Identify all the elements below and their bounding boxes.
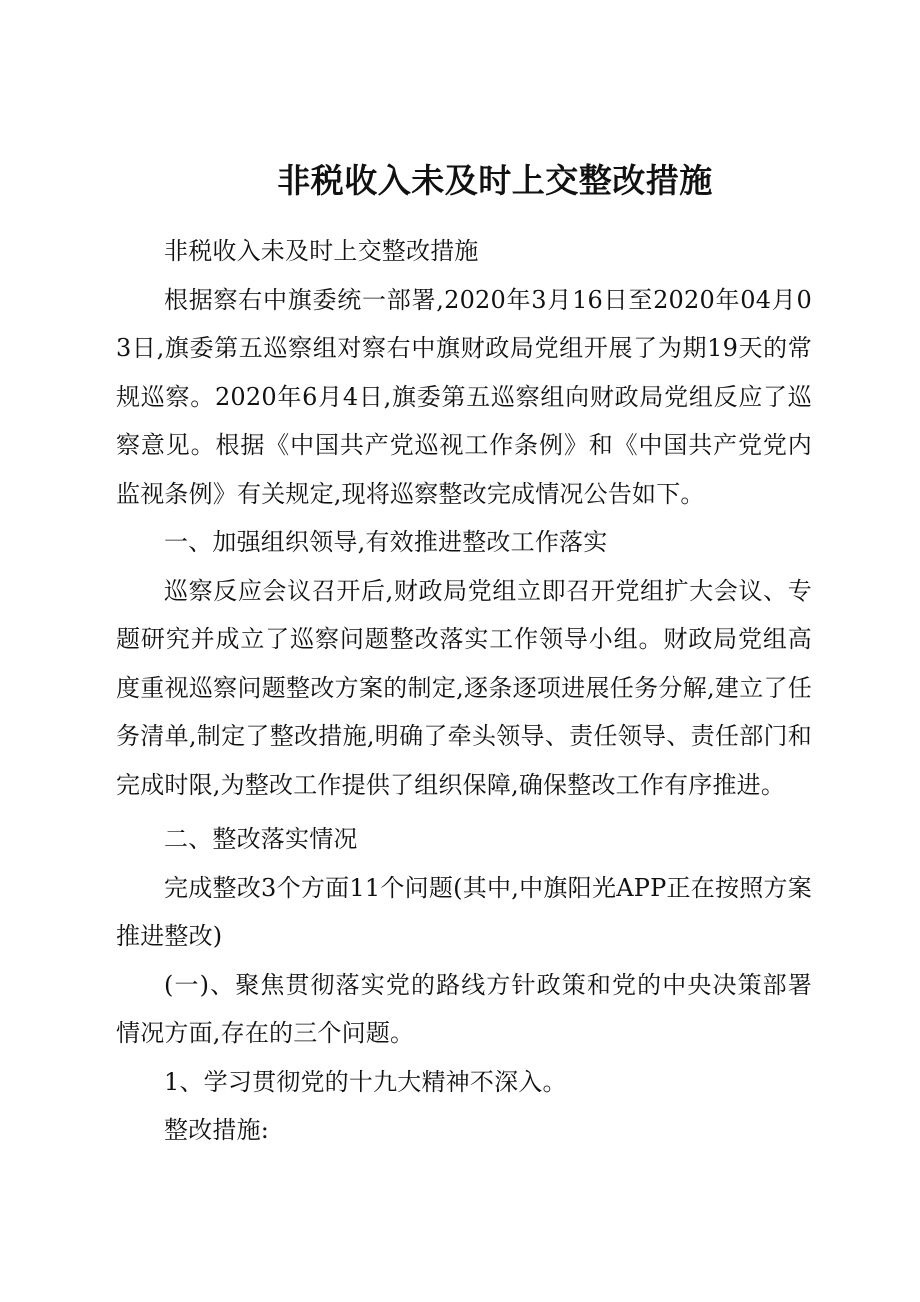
issue-item-1: 1、学习贯彻党的十九大精神不深入。 — [164, 1067, 567, 1096]
paragraph-section-2: 完成整改3个方面11个问题(其中,中旗阳光APP正在按照方案推进整改) — [116, 873, 812, 950]
paragraph-section-1: 巡察反应会议召开后,财政局党组立即召开党组扩大会议、专题研究并成立了巡察问题整改落实工作领导小组。财政局党组高度重视巡察问题整改方案的制定,逐条逐项进展任务分解,建立了任务清单,制定了整改措施,明确了牵头领导、责任领导、责任部门和完成时限,为整改工作提供了组织保障,确保整改工作有序推进。 — [116, 576, 812, 799]
section-heading-2: 二、整改落实情况 — [164, 825, 358, 853]
paragraph-intro: 根据察右中旗委统一部署,2020年3月16日至2020年04月03日,旗委第五巡察组对察右中旗财政局党组开展了为期19天的常规巡察。2020年6月4日,旗委第五巡察组向财政局党组反应了巡察意见。根据《中国共产党巡视工作条例》和《中国共产党党内监视条例》有关规定,现将巡察整改完成情况公告如下。 — [116, 285, 812, 508]
paragraph-subtitle: 非税收入未及时上交整改措施 — [164, 237, 479, 265]
document-body — [116, 227, 812, 1155]
section-heading-1: 一、加强组织领导,有效推进整改工作落实 — [164, 528, 608, 556]
subsection-heading-1: (一)、聚焦贯彻落实党的路线方针政策和党的中央决策部署情况方面,存在的三个问题。 — [116, 970, 812, 1047]
measures-heading: 整改措施: — [164, 1116, 270, 1144]
document-title: 非税收入未及时上交整改措施 — [277, 161, 713, 200]
